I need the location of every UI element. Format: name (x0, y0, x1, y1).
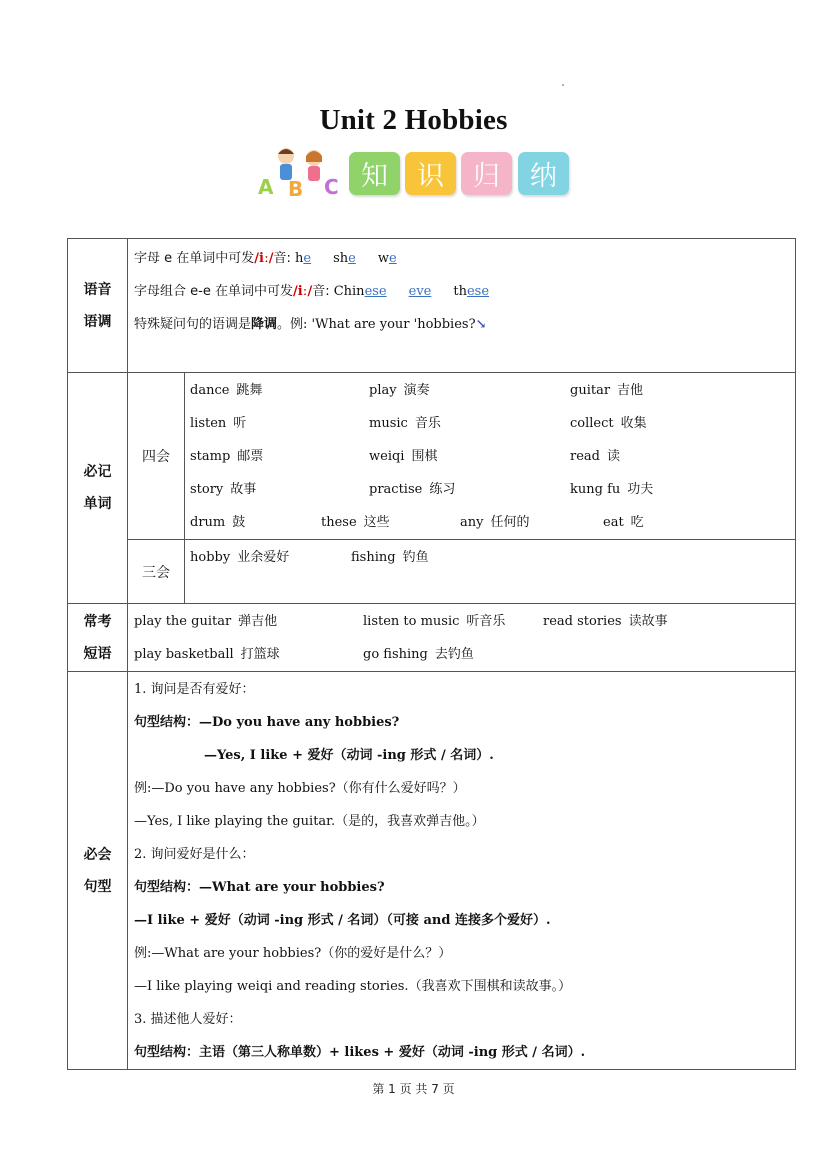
sentence-line: 例:—What are your hobbies?（你的爱好是什么？） (134, 946, 452, 961)
word-entry (321, 506, 390, 539)
sentence-line: 句型结构：—What are your hobbies? (134, 880, 385, 895)
word-chinese: 练习 (429, 482, 456, 497)
word-entry (190, 541, 289, 574)
word-english: drum (190, 515, 226, 530)
section-label-line: 常考 (83, 613, 112, 630)
sentence-line: —Yes, I like playing the guitar.（是的，我喜欢弹吉他。） (134, 814, 485, 829)
sentence-line: 句型结构：主语（第三人称单数）+ likes + 爱好（动词 -ing 形式 / 名词）. (134, 1045, 586, 1060)
section-label-line: 句型 (83, 878, 112, 895)
phonics-word (409, 284, 432, 299)
phonics-bold: 降调 (251, 317, 278, 332)
word-entry (190, 440, 263, 473)
vocab-label (68, 373, 128, 604)
section-label-line: 短语 (83, 645, 112, 662)
phonics-prefix: 字母组合 e-e 在单词中可发 (134, 284, 293, 299)
word-english: any (460, 515, 484, 530)
word-sound-letters: ese (364, 284, 387, 299)
page-title: Unit 2 Hobbies (319, 104, 508, 136)
word-english: eat (603, 515, 624, 530)
phonics-content (128, 239, 796, 373)
word-english: collect (570, 416, 614, 431)
word-chinese: 围棋 (411, 449, 438, 464)
page-footer: 第 1 页 共 7 页 (372, 1082, 455, 1096)
word-entry (351, 541, 429, 574)
phrases-row (68, 604, 796, 672)
phonics-word (378, 251, 397, 266)
sentences-row (68, 672, 796, 1070)
knowledge-table (67, 238, 796, 1070)
phonics-line-2 (128, 275, 795, 308)
word-english: practise (369, 482, 423, 497)
word-chinese: 收集 (620, 416, 647, 431)
word-row (185, 473, 795, 506)
word-entry (369, 407, 441, 440)
vocab-row-sanhui (68, 540, 796, 604)
phrase-entry (363, 638, 474, 671)
phrase-chinese: 弹吉他 (238, 614, 278, 629)
sihui-words (185, 373, 796, 540)
section-label-line: 必记 (83, 464, 112, 480)
phonics-word (295, 251, 311, 266)
word-chinese: 音乐 (414, 416, 441, 431)
word-entry (570, 440, 620, 473)
word-chinese: 吃 (630, 515, 644, 530)
phrase-english: go fishing (363, 647, 428, 662)
phonics-suffix: 音: (312, 284, 334, 299)
phrases-content (128, 604, 796, 672)
phrases-label (68, 604, 128, 672)
falling-tone-icon: ↘ (475, 317, 487, 332)
word-chinese: 业余爱好 (237, 550, 290, 565)
word-entry (603, 506, 644, 539)
section-label-line: 语音 (83, 281, 112, 298)
sihui-label: 四会 (128, 373, 185, 540)
word-english: fishing (351, 550, 396, 565)
phrase-chinese: 去钓鱼 (434, 647, 474, 662)
word-chinese: 演奏 (403, 383, 430, 398)
word-chinese: 邮票 (237, 449, 264, 464)
banner-tile-gui: 归 (461, 152, 512, 195)
phonics-label (68, 239, 128, 373)
word-sound-letters: e (303, 251, 312, 266)
word-entry (570, 374, 643, 407)
sentences-label (68, 672, 128, 1070)
word-entry (369, 440, 437, 473)
knowledge-banner (252, 144, 582, 200)
kid-letter-a: A (258, 175, 274, 198)
phrase-row (128, 638, 795, 671)
phrase-entry (134, 638, 280, 671)
word-english: dance (190, 383, 230, 398)
word-entry (190, 473, 256, 506)
word-sound-letters: eve (408, 284, 432, 299)
word-entry (570, 407, 647, 440)
word-chinese: 故事 (230, 482, 257, 497)
phrase-chinese: 读故事 (628, 614, 668, 629)
section-label-line: 单词 (83, 496, 112, 512)
phonics-example: 。例: 'What are your 'hobbies? (277, 317, 476, 332)
word-sound-letters: e (348, 251, 356, 266)
word-english: play (369, 383, 397, 398)
word-chinese: 任何的 (490, 515, 530, 530)
sentence-line: 句型结构：—Do you have any hobbies? (134, 715, 400, 730)
phonics-prefix: 特殊疑问句的语调是 (134, 317, 252, 332)
phonics-row (68, 239, 796, 373)
phrase-english: listen to music (363, 614, 460, 629)
word-chinese: 读 (606, 449, 620, 464)
phrase-row (128, 605, 795, 638)
phonics-line-1 (128, 242, 795, 275)
word-chinese: 鼓 (232, 515, 246, 530)
word-english: story (190, 482, 224, 497)
sentence-line: 3. 描述他人爱好： (134, 1012, 242, 1027)
sentence-line: 2. 询问爱好是什么： (134, 847, 255, 862)
phonics-sound: /iː/ (254, 251, 274, 266)
phrase-entry (543, 605, 668, 638)
phonics-line-3 (128, 308, 795, 341)
word-entry (190, 506, 245, 539)
stray-dot (562, 84, 564, 86)
word-stem: th (453, 284, 467, 299)
kid-letter-b: B (288, 177, 304, 198)
word-row (185, 374, 795, 407)
section-label-line: 必会 (83, 846, 112, 863)
word-chinese: 听 (233, 416, 247, 431)
word-entry (369, 473, 455, 506)
word-english: stamp (190, 449, 231, 464)
word-chinese: 这些 (363, 515, 390, 530)
sanhui-words (185, 540, 796, 604)
word-stem: Chin (333, 284, 365, 299)
word-sound-letters: ese (466, 284, 490, 299)
phrase-chinese: 听音乐 (466, 614, 506, 629)
sentence-line: 1. 询问是否有爱好： (134, 682, 255, 697)
phonics-suffix: 音: (273, 251, 296, 266)
word-row (185, 407, 795, 440)
word-chinese: 吉他 (617, 383, 644, 398)
word-english: weiqi (369, 449, 405, 464)
phrase-chinese: 打篮球 (240, 647, 280, 662)
word-row (185, 541, 795, 574)
word-stem: w (377, 251, 389, 266)
word-sound-letters: e (388, 251, 397, 266)
phonics-sound: /iː/ (292, 284, 313, 299)
sentence-line: —I like playing weiqi and reading stories.（我喜欢下围棋和读故事。） (134, 979, 572, 994)
vocab-row-sihui (68, 373, 796, 540)
phonics-word (453, 284, 489, 299)
word-entry (460, 506, 529, 539)
word-english: hobby (190, 550, 231, 565)
phonics-word (333, 251, 356, 266)
kid-letter-c: C (324, 175, 339, 198)
word-english: read (570, 449, 600, 464)
word-entry (190, 407, 246, 440)
word-chinese: 钓鱼 (402, 550, 429, 565)
phrase-english: read stories (543, 614, 622, 629)
sentences-content (128, 672, 796, 1070)
word-stem: sh (333, 251, 349, 266)
word-english: listen (190, 416, 227, 431)
phrase-english: play basketball (134, 647, 234, 662)
phrase-entry (363, 605, 505, 638)
word-chinese: 跳舞 (236, 383, 263, 398)
word-entry (190, 374, 262, 407)
phonics-word (334, 284, 387, 299)
word-english: kung fu (570, 482, 621, 497)
phonics-prefix: 字母 e 在单词中可发 (134, 251, 255, 266)
word-entry (570, 473, 653, 506)
word-entry (369, 374, 430, 407)
sentence-line: 例:—Do you have any hobbies?（你有什么爱好吗？） (134, 781, 466, 796)
sanhui-label: 三会 (128, 540, 185, 604)
phrase-entry (134, 605, 277, 638)
kids-abc-illustration (252, 144, 348, 198)
phrase-english: play the guitar (134, 614, 232, 629)
section-label-line: 语调 (83, 313, 112, 330)
word-english: these (321, 515, 357, 530)
sentence-line: —Yes, I like + 爱好（动词 -ing 形式 / 名词）. (204, 748, 494, 763)
banner-tile-na: 纳 (518, 152, 569, 195)
banner-tile-zhi: 知 (349, 152, 400, 195)
word-english: music (369, 416, 408, 431)
word-english: guitar (570, 383, 611, 398)
sentence-line: —I like + 爱好（动词 -ing 形式 / 名词）（可接 and 连接多个爱好）. (134, 913, 551, 928)
word-chinese: 功夫 (627, 482, 654, 497)
banner-tile-shi: 识 (405, 152, 456, 195)
word-row (185, 440, 795, 473)
word-stem: h (295, 251, 304, 266)
word-row (185, 506, 795, 539)
